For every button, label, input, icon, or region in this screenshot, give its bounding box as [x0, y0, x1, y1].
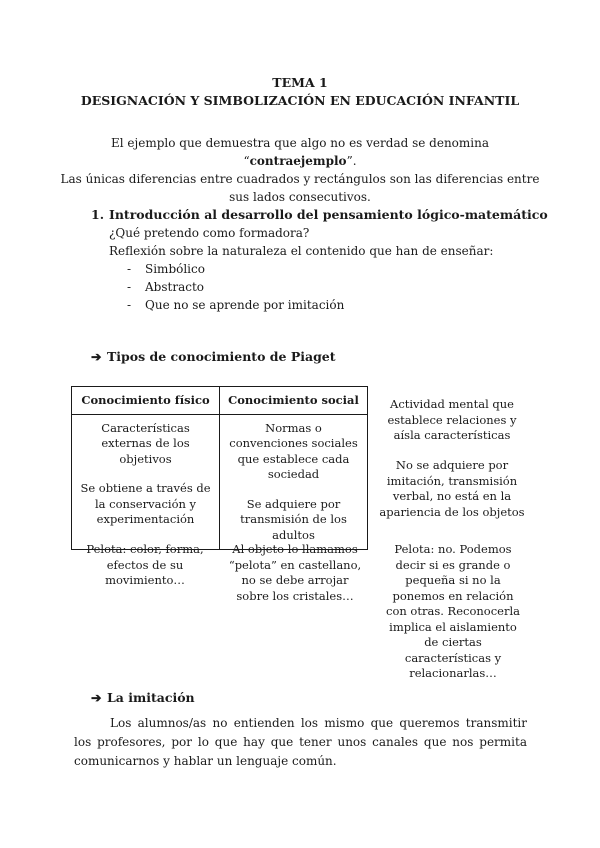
intro-paragraph	[60, 134, 540, 206]
table-cell-physical	[72, 414, 220, 550]
list-item	[127, 260, 205, 278]
list-item-text: Abstracto	[145, 280, 204, 294]
example-social: Al objeto lo llamamos “pelota” en castellano, no se debe arrojar sobre los cristales…	[228, 542, 362, 603]
intro-line-3: sus lados consecutivos.	[229, 190, 371, 204]
list-dash: -	[127, 280, 132, 294]
table-header-physical: Conocimiento físico	[72, 387, 220, 415]
piaget-table	[71, 386, 368, 550]
table-header-social: Conocimiento social	[220, 387, 368, 415]
arrow-right-icon: ➔	[91, 690, 102, 705]
cell-paragraph: Características externas de los objetivos	[101, 420, 190, 466]
arrow-right-icon: ➔	[91, 349, 102, 364]
section-3-heading-text: La imitación	[107, 690, 195, 705]
section-3-heading	[91, 690, 195, 705]
list-item	[127, 278, 204, 296]
document-title	[0, 74, 600, 110]
title-line-1: TEMA 1	[272, 75, 328, 90]
list-item-text: Que no se aprende por imitación	[145, 298, 345, 312]
table-row	[72, 414, 368, 550]
table-header-row	[72, 387, 368, 415]
intro-line-1	[60, 134, 540, 170]
example-logical: Pelota: no. Podemos decir si es grande o pequeña si no la ponemos en relación con otras. Reconocerla implica el aislamiento de ciertas características y relacionarlas…	[386, 542, 520, 680]
section-1-number: 1.	[91, 207, 105, 222]
title-line-2: DESIGNACIÓN Y SIMBOLIZACIÓN EN EDUCACIÓN INFANTIL	[80, 93, 520, 108]
logical-knowledge-desc-1: Actividad mental que establece relaciones y aísla características	[387, 397, 517, 442]
list-dash: -	[127, 262, 132, 276]
cell-paragraph: Se obtiene a través de la conservación y experimentación	[80, 481, 211, 526]
example-physical: Pelota: color, forma, efectos de su movimiento…	[86, 542, 204, 587]
intro-text-b: ”.	[346, 154, 357, 168]
table-cell-social	[220, 414, 368, 550]
section-1-reflection: Reflexión sobre la naturaleza el contenido que han de enseñar:	[109, 244, 494, 258]
cell-paragraph: Normas o convenciones sociales que establece cada sociedad	[229, 420, 358, 481]
list-dash: -	[127, 298, 132, 312]
imitation-paragraph: Los alumnos/as no entienden los mismo que queremos transmitir los profesores, por lo que hay que tener unos canales que nos permita comunicarnos y hablar un lenguaje común.	[74, 716, 527, 768]
intro-line-2: Las únicas diferencias entre cuadrados y rectángulos son las diferencias entre	[60, 172, 540, 186]
section-1-question: ¿Qué pretendo como formadora?	[109, 226, 310, 240]
list-item-text: Simbólico	[145, 262, 205, 276]
intro-text-a: El ejemplo que demuestra que algo no es verdad se denomina “	[110, 136, 490, 168]
section-2-heading-text: Tipos de conocimiento de Piaget	[107, 349, 336, 364]
cell-paragraph: Se adquiere por transmisión de los adultos	[240, 496, 347, 542]
section-2-heading	[91, 349, 336, 364]
intro-bold-term: contraejemplo	[249, 154, 347, 168]
list-item	[127, 296, 344, 314]
section-1-heading: Introducción al desarrollo del pensamiento lógico-matemático	[109, 207, 548, 222]
logical-knowledge-desc-2: No se adquiere por imitación, transmisión verbal, no está en la apariencia de los objetos	[379, 458, 525, 519]
